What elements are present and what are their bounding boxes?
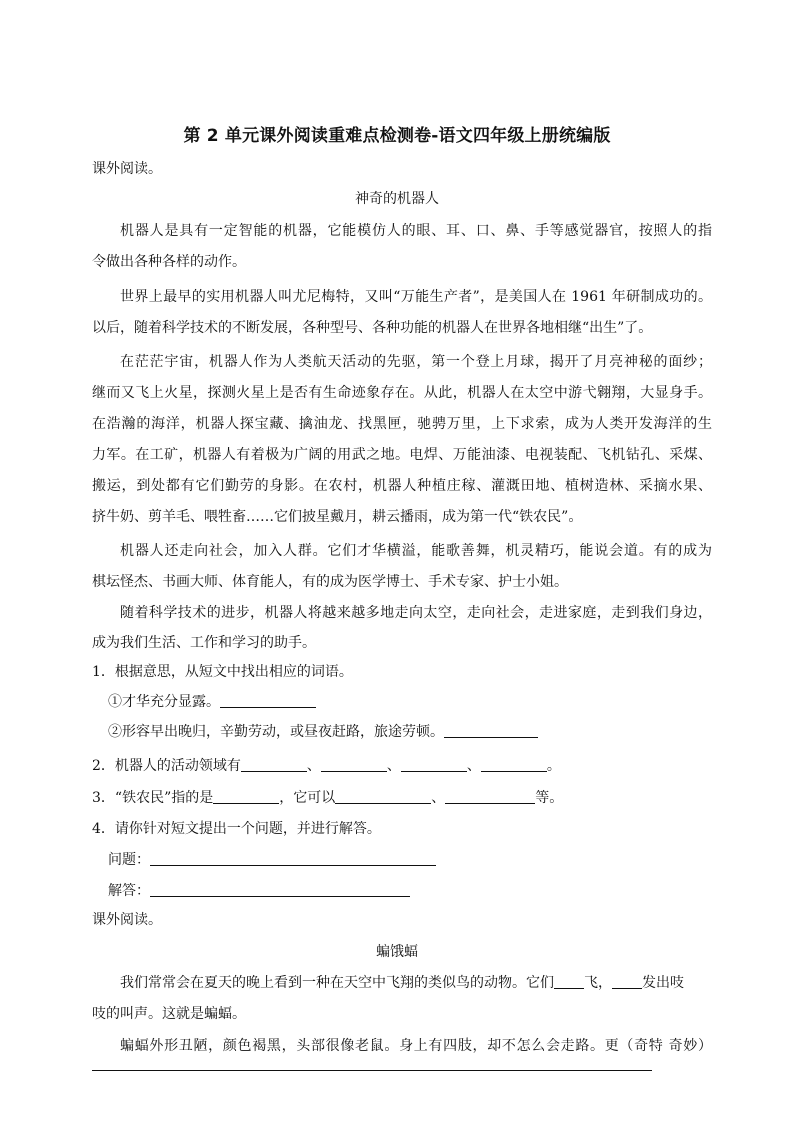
paragraph-line: 搬运，到处都有它们勤劳的身影。在农村，机器人种植庄稼、灌溉田地、植树造林、采摘水果、 xyxy=(92,478,712,494)
paragraph-line: 挤牛奶、剪羊毛、喂牲畜……它们披星戴月，耕云播雨，成为第一代“铁农民”。 xyxy=(92,509,583,525)
question-2-text: 2．机器人的活动领域有 xyxy=(92,758,241,774)
answer-label: 解答： xyxy=(108,883,150,899)
question-4: 4．请你针对短文提出一个问题，并进行解答。 xyxy=(92,821,381,837)
answer-blank[interactable] xyxy=(445,789,535,804)
answer-rule[interactable] xyxy=(92,1070,652,1071)
paragraph-line: 随着科学技术的进步，机器人将越来越多地走向太空，走向社会，走进家庭，走到我们身边， xyxy=(120,605,712,621)
question-label: 问题： xyxy=(108,852,150,868)
paragraph-line: 世界上最早的实用机器人叫尤尼梅特，又叫“万能生产者”，是美国人在 1961 年研制成功的。 xyxy=(120,289,712,305)
paragraph-line: 蝙蝠外形丑陋，颜色褐黑，头部很像老鼠。身上有四肢，却不怎么会走路。更（奇特 奇妙） xyxy=(120,1038,712,1054)
fill-blank[interactable] xyxy=(554,974,584,989)
question-line xyxy=(108,851,728,869)
separator: 、 xyxy=(466,758,481,774)
answer-blank[interactable] xyxy=(213,789,279,804)
question-1a xyxy=(108,693,728,711)
question-1b-text: ②形容早出晚归，辛勤劳动，或昼夜赶路，旅途劳顿。 xyxy=(108,724,444,740)
paragraph-line: 吱的叫声。这就是蝙蝠。 xyxy=(92,1006,246,1022)
paragraph-text: 飞， xyxy=(584,975,612,991)
separator: 、 xyxy=(386,758,401,774)
question-2 xyxy=(92,757,712,775)
question-1b xyxy=(108,723,728,741)
paragraph-line: 继而又飞上火星，探测火星上是否有生命迹象存在。从此，机器人在太空中游弋翱翔，大显身手。 xyxy=(92,385,712,401)
question-blank[interactable] xyxy=(150,851,436,866)
question-3-mid: ，它可以 xyxy=(279,790,336,806)
period: 。 xyxy=(546,758,561,774)
passage-heading: 蝙饿蝠 xyxy=(376,944,418,960)
paragraph-text: 我们常常会在夏天的晚上看到一种在天空中飞翔的类似鸟的动物。它们 xyxy=(120,975,554,991)
paragraph-line: 令做出各种各样的动作。 xyxy=(92,254,246,270)
paragraph-line: 棋坛怪杰、书画大师、体育能人，有的成为医学博士、手术专家、护士小姐。 xyxy=(92,574,568,590)
answer-blank[interactable] xyxy=(401,757,467,772)
passage-heading: 神奇的机器人 xyxy=(355,191,439,207)
page-title: 第 2 单元课外阅读重难点检测卷-语文四年级上册统编版 xyxy=(183,126,611,146)
paragraph-line: 在浩瀚的海洋，机器人探宝藏、擒油龙、找黑匣，驰骋万里，上下求索，成为人类开发海洋的生 xyxy=(92,416,712,432)
answer-blank[interactable] xyxy=(321,757,387,772)
answer-blank[interactable] xyxy=(481,757,547,772)
paragraph-line: 以后，随着科学技术的不断发展，各种型号、各种功能的机器人在世界各地相继“出生”了。 xyxy=(92,320,653,336)
section-intro: 课外阅读。 xyxy=(92,161,162,177)
question-1a-text: ①才华充分显露。 xyxy=(108,694,220,710)
paragraph-line: 力军。在工矿，机器人有着极为广阔的用武之地。电焊、万能油漆、电视装配、飞机钻孔、采煤、 xyxy=(92,447,712,463)
paragraph-line xyxy=(120,974,712,992)
paragraph-text: 发出吱 xyxy=(642,975,684,991)
question-3 xyxy=(92,789,712,807)
answer-blank[interactable] xyxy=(150,882,410,897)
answer-blank[interactable] xyxy=(335,789,431,804)
paragraph-line: 机器人还走向社会，加入人群。它们才华横溢，能歌善舞，机灵精巧，能说会道。有的成为 xyxy=(120,543,712,559)
paragraph-line: 机器人是具有一定智能的机器，它能模仿人的眼、耳、口、鼻、手等感觉器官，按照人的指 xyxy=(120,223,712,239)
answer-blank[interactable] xyxy=(241,757,307,772)
paragraph-line: 成为我们生活、工作和学习的助手。 xyxy=(92,635,316,651)
separator: 、 xyxy=(431,790,446,806)
answer-blank[interactable] xyxy=(220,693,316,708)
answer-line xyxy=(108,882,728,900)
question-3-end: 等。 xyxy=(535,790,564,806)
paragraph-line: 在茫茫宇宙，机器人作为人类航天活动的先驱，第一个登上月球，揭开了月亮神秘的面纱； xyxy=(120,354,712,370)
section-intro: 课外阅读。 xyxy=(92,912,162,928)
question-1: 1．根据意思，从短文中找出相应的词语。 xyxy=(92,664,353,680)
separator: 、 xyxy=(306,758,321,774)
question-3-text: 3．“铁农民”指的是 xyxy=(92,790,214,806)
answer-blank[interactable] xyxy=(444,723,538,738)
fill-blank[interactable] xyxy=(612,974,642,989)
